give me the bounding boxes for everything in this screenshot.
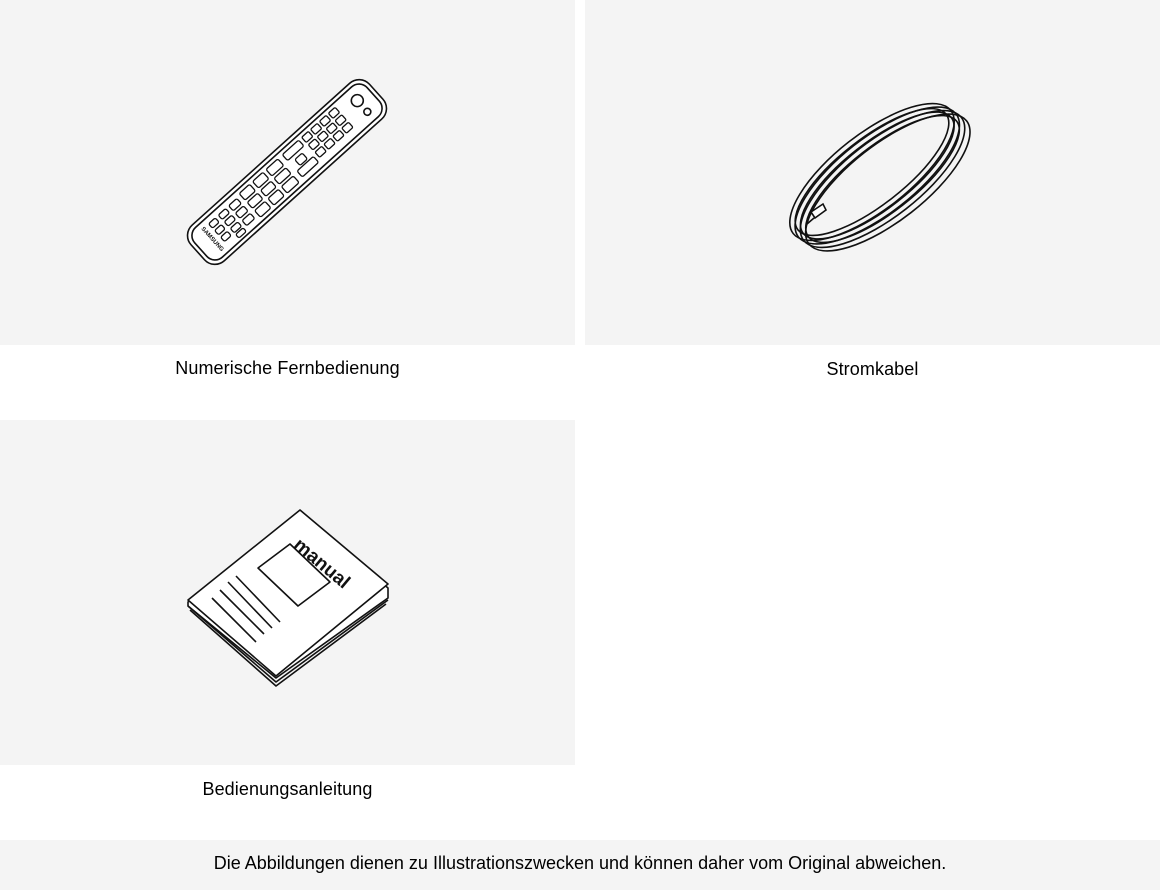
remote-brand-text: SAMSUNG [199, 226, 225, 253]
manual-image-tile [0, 420, 575, 765]
accessory-item-manual [0, 420, 575, 800]
remote-control-icon [0, 0, 575, 345]
accessory-item-remote [0, 0, 575, 379]
caption-remote: Numerische Fernbedienung [175, 358, 400, 378]
accessory-item-cable [585, 0, 1160, 380]
manual-book-icon [0, 420, 575, 765]
caption-manual: Bedienungsanleitung [202, 779, 373, 799]
remote-image-tile [0, 0, 575, 345]
cable-image-tile [585, 0, 1160, 345]
power-cable-icon [585, 0, 1160, 345]
caption-cable: Stromkabel [826, 359, 919, 379]
manual-cover-text: manual [289, 534, 354, 594]
disclaimer-bar [0, 840, 1160, 890]
disclaimer-text: Die Abbildungen dienen zu Illustrationszwecken und können daher vom Original abweichen. [213, 853, 947, 873]
